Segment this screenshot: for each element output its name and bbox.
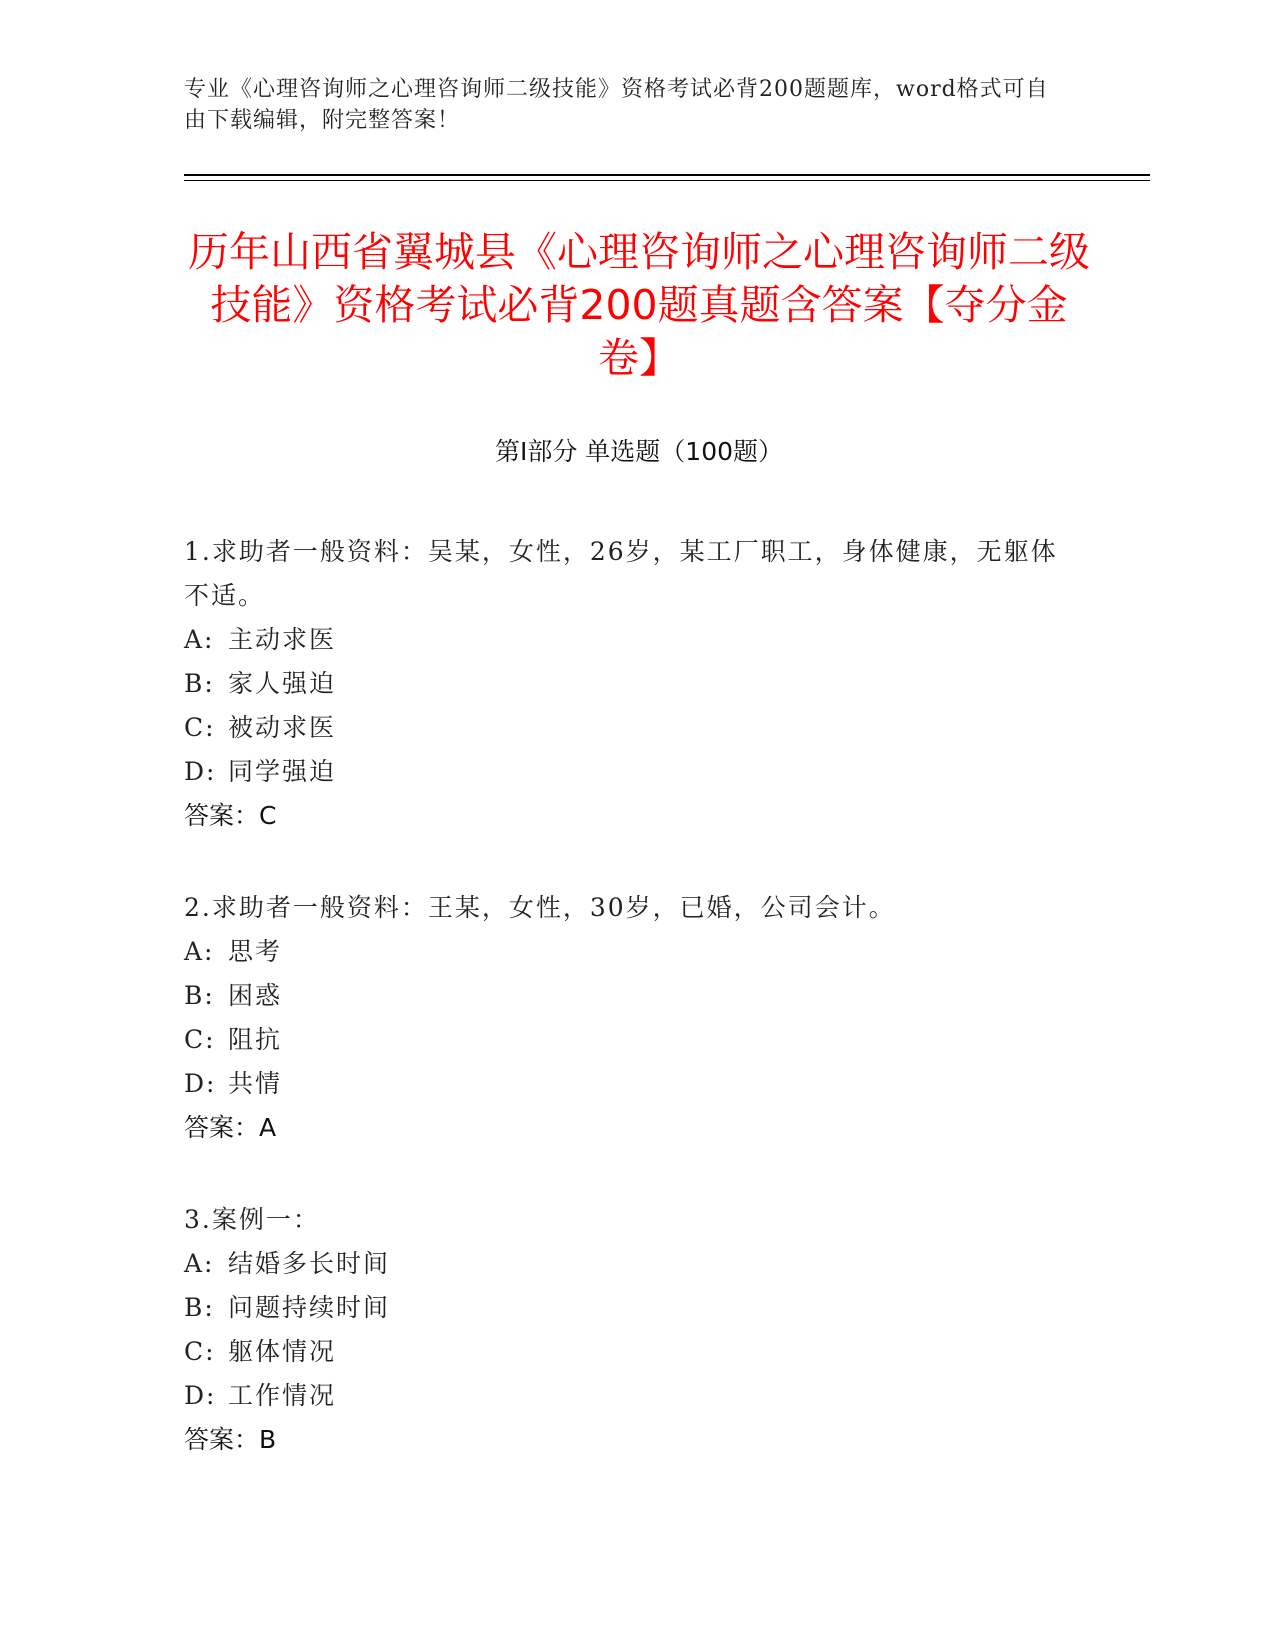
- option-text: 被动求医: [228, 713, 337, 742]
- option-d: [184, 1062, 1064, 1106]
- option-d: [184, 750, 1064, 794]
- option-letter: D:: [184, 1069, 217, 1098]
- option-a: [184, 1242, 1064, 1286]
- option-text: 阻抗: [228, 1025, 283, 1054]
- option-text: 共情: [228, 1069, 283, 1098]
- option-letter: B:: [184, 1293, 215, 1322]
- option-letter: D:: [184, 1381, 217, 1410]
- section-title: 第Ⅰ部分 单选题（100题）: [494, 437, 784, 466]
- option-c: [184, 1018, 1064, 1062]
- header-note: 专业《心理咨询师之心理咨询师二级技能》资格考试必背200题题库，word格式可自由下载编辑，附完整答案！: [184, 77, 1049, 133]
- answer-label: 答案：B: [184, 1425, 277, 1454]
- option-text: 主动求医: [228, 625, 337, 654]
- answer-label: 答案：C: [184, 801, 277, 830]
- option-b: [184, 662, 1064, 706]
- option-text: 躯体情况: [228, 1337, 337, 1366]
- option-text: 思考: [228, 937, 283, 966]
- question-2: [184, 886, 1064, 1150]
- answer-label: 答案：A: [184, 1113, 277, 1142]
- option-d: [184, 1374, 1064, 1418]
- question-3: [184, 1198, 1064, 1462]
- option-text: 结婚多长时间: [228, 1249, 391, 1278]
- question-text: 1.求助者一般资料：吴某，女性，26岁，某工厂职工，身体健康，无躯体不适。: [184, 537, 1058, 610]
- header-rule-thick: [184, 174, 1150, 176]
- option-letter: A:: [184, 937, 215, 966]
- document-title: 历年山西省翼城县《心理咨询师之心理咨询师二级技能》资格考试必背200题真题含答案【夺分金卷】: [188, 228, 1090, 382]
- option-b: [184, 974, 1064, 1018]
- option-letter: C:: [184, 1025, 216, 1054]
- option-letter: C:: [184, 1337, 216, 1366]
- option-letter: A:: [184, 625, 215, 654]
- option-text: 问题持续时间: [228, 1293, 391, 1322]
- option-letter: D:: [184, 757, 217, 786]
- option-text: 同学强迫: [228, 757, 337, 786]
- option-b: [184, 1286, 1064, 1330]
- question-text: 2.求助者一般资料：王某，女性，30岁，已婚，公司会计。: [184, 893, 896, 922]
- option-letter: B:: [184, 669, 215, 698]
- question-list: [184, 530, 1064, 1510]
- option-c: [184, 706, 1064, 750]
- option-letter: B:: [184, 981, 215, 1010]
- option-letter: A:: [184, 1249, 215, 1278]
- question-1: [184, 530, 1064, 838]
- option-text: 困惑: [228, 981, 283, 1010]
- option-a: [184, 930, 1064, 974]
- option-letter: C:: [184, 713, 216, 742]
- option-c: [184, 1330, 1064, 1374]
- option-a: [184, 618, 1064, 662]
- question-text: 3.案例一：: [184, 1205, 320, 1234]
- option-text: 家人强迫: [228, 669, 337, 698]
- header-rule-thin: [184, 180, 1150, 181]
- option-text: 工作情况: [228, 1381, 337, 1410]
